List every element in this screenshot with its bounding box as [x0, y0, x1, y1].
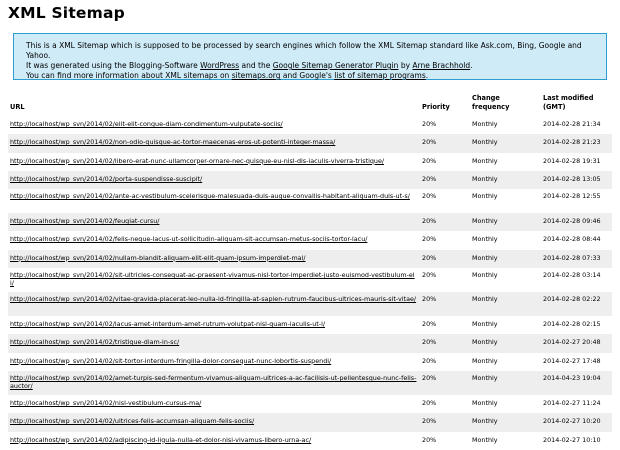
url-cell — [8, 231, 420, 249]
url-link[interactable]: http://localhost/wp_svn/2014/02/nisl-vestibulum-cursus-ma/ — [10, 398, 202, 407]
frequency-cell: Monthly — [470, 250, 541, 268]
frequency-cell: Monthly — [470, 213, 541, 231]
url-link[interactable]: http://localhost/wp_svn/2014/02/sit-ultricies-consequat-ac-praesent-vivamus-nisl-tortor-imperdiet-justo-euismod-vestibulum-eli/ — [10, 271, 415, 288]
priority-cell: 20% — [420, 413, 470, 431]
priority-cell: 20% — [420, 292, 470, 316]
header-text: (GMT) — [543, 102, 566, 111]
url-link[interactable]: http://localhost/wp_svn/2014/02/ultrices-felis-accumsan-aliquam-felis-sociis/ — [10, 417, 255, 426]
frequency-cell: Monthly — [470, 334, 541, 352]
table-row — [8, 171, 612, 189]
url-link[interactable]: http://localhost/wp_svn/2014/02/porta-suspendisse-suscipit/ — [10, 174, 203, 183]
frequency-cell: Monthly — [470, 134, 541, 152]
priority-cell: 20% — [420, 213, 470, 231]
modified-cell: 2014-02-28 03:14 — [541, 268, 612, 292]
table-row — [8, 353, 612, 371]
modified-cell: 2014-02-28 08:44 — [541, 231, 612, 249]
intro-text: It was generated using the Blogging-Software — [26, 61, 201, 70]
modified-cell: 2014-02-28 07:33 — [541, 250, 612, 268]
url-cell — [8, 250, 420, 268]
frequency-cell: Monthly — [470, 231, 541, 249]
url-cell — [8, 371, 420, 395]
url-cell — [8, 189, 420, 213]
frequency-cell: Monthly — [470, 316, 541, 334]
table-header-row — [8, 94, 612, 116]
url-link[interactable]: http://localhost/wp_svn/2014/02/libero-erat-nunc-ullamcorper-ornare-nec-quisque-eu-nisl-dis-iaculis-viverra-tristique/ — [10, 156, 385, 165]
frequency-cell: Monthly — [470, 413, 541, 431]
priority-cell: 20% — [420, 134, 470, 152]
priority-cell: 20% — [420, 316, 470, 334]
table-row — [8, 334, 612, 352]
frequency-cell: Monthly — [470, 395, 541, 413]
priority-cell: 20% — [420, 231, 470, 249]
url-link[interactable]: http://localhost/wp_svn/2014/02/ante-ac-vestibulum-scelerisque-malesuada-duis-augue-convallis-habitant-aliquam-duis-ut-s/ — [10, 192, 410, 201]
url-link[interactable]: http://localhost/wp_svn/2014/02/non-odio-quisque-ac-tortor-maecenas-eros-ut-potenti-integer-massa/ — [10, 138, 336, 147]
author-link[interactable]: Arne Brachhold — [412, 61, 471, 70]
url-cell — [8, 395, 420, 413]
priority-cell: 20% — [420, 371, 470, 395]
url-cell — [8, 432, 420, 450]
url-link[interactable]: http://localhost/wp_svn/2014/02/sit-tortor-interdum-fringilla-dolor-consequat-nunc-lobortis-suspendi/ — [10, 356, 332, 365]
url-link[interactable]: http://localhost/wp_svn/2014/02/nullam-blandit-aliquam-elit-elit-quam-ipsum-imperdiet-mal/ — [10, 253, 306, 262]
plugin-link[interactable]: Google Sitemap Generator Plugin — [272, 61, 399, 70]
modified-cell: 2014-02-27 10:10 — [541, 432, 612, 450]
url-cell — [8, 134, 420, 152]
table-row — [8, 116, 612, 134]
priority-cell: 20% — [420, 153, 470, 171]
page-title: XML Sitemap — [8, 4, 125, 22]
table-row — [8, 395, 612, 413]
modified-cell: 2014-02-28 02:15 — [541, 316, 612, 334]
modified-cell: 2014-02-27 20:48 — [541, 334, 612, 352]
url-cell — [8, 353, 420, 371]
table-row — [8, 292, 612, 316]
url-cell — [8, 413, 420, 431]
intro-text: . — [425, 71, 429, 80]
url-link[interactable]: http://localhost/wp_svn/2014/02/lacus-amet-interdum-amet-rutrum-volutpat-nisl-quam-iaculis-ut-l/ — [10, 320, 326, 329]
priority-cell: 20% — [420, 432, 470, 450]
intro-text: and Google's — [280, 71, 335, 80]
frequency-cell: Monthly — [470, 371, 541, 395]
url-column-header: URL — [10, 102, 25, 111]
frequency-cell: Monthly — [470, 353, 541, 371]
intro-line-2 — [26, 61, 598, 71]
url-cell — [8, 171, 420, 189]
priority-cell: 20% — [420, 395, 470, 413]
priority-column-header: Priority — [422, 102, 450, 111]
modified-cell: 2014-04-23 19:04 — [541, 371, 612, 395]
url-cell — [8, 268, 420, 292]
url-link[interactable]: http://localhost/wp_svn/2014/02/elit-elit-congue-diam-condimentum-vulputate-sociis/ — [10, 120, 283, 128]
priority-cell: 20% — [420, 353, 470, 371]
modified-cell: 2014-02-28 21:23 — [541, 134, 612, 152]
modified-cell: 2014-02-28 21:34 — [541, 116, 612, 134]
intro-text: . — [470, 61, 473, 70]
modified-cell: 2014-02-28 12:55 — [541, 189, 612, 213]
url-cell — [8, 316, 420, 334]
header-text: frequency — [472, 102, 510, 111]
url-cell — [8, 153, 420, 171]
url-cell — [8, 213, 420, 231]
frequency-column-header — [470, 94, 541, 116]
intro-box — [13, 33, 607, 80]
header-text: Change — [472, 94, 500, 102]
priority-cell: 20% — [420, 116, 470, 134]
priority-cell: 20% — [420, 334, 470, 352]
table-row — [8, 268, 612, 292]
table-row — [8, 371, 612, 395]
modified-cell: 2014-02-28 13:05 — [541, 171, 612, 189]
priority-cell: 20% — [420, 268, 470, 292]
intro-text: and the — [239, 61, 273, 70]
table-row — [8, 134, 612, 152]
url-link[interactable]: http://localhost/wp_svn/2014/02/adipiscing-id-ligula-nulla-et-dolor-nisi-vivamus-libero-urna-ac/ — [10, 435, 312, 444]
url-link[interactable]: http://localhost/wp_svn/2014/02/vitae-gravida-placerat-leo-nulla-id-fringilla-at-sapien-rutrum-faucibus-ultrices-mauris-sit-vitae/ — [10, 295, 417, 304]
intro-text: You can find more information about XML sitemaps on — [26, 71, 232, 80]
modified-cell: 2014-02-27 17:48 — [541, 353, 612, 371]
url-link[interactable]: http://localhost/wp_svn/2014/02/felis-neque-lacus-ut-sollicitudin-aliquam-sit-accumsan-metus-sociis-tortor-lacu/ — [10, 235, 368, 244]
frequency-cell: Monthly — [470, 153, 541, 171]
table-row — [8, 250, 612, 268]
url-link[interactable]: http://localhost/wp_svn/2014/02/feugiat-cursu/ — [10, 217, 160, 226]
url-cell — [8, 334, 420, 352]
intro-text: by — [398, 61, 413, 70]
table-row — [8, 153, 612, 171]
frequency-cell: Monthly — [470, 292, 541, 316]
modified-column-header — [541, 94, 612, 116]
sitemap-table — [8, 94, 612, 450]
frequency-cell: Monthly — [470, 171, 541, 189]
modified-cell: 2014-02-27 11:24 — [541, 395, 612, 413]
priority-cell: 20% — [420, 171, 470, 189]
frequency-cell: Monthly — [470, 116, 541, 134]
modified-cell: 2014-02-27 10:20 — [541, 413, 612, 431]
table-row — [8, 231, 612, 249]
url-cell — [8, 116, 420, 134]
priority-cell: 20% — [420, 250, 470, 268]
wordpress-link[interactable]: WordPress — [200, 61, 240, 70]
intro-line-3 — [26, 71, 598, 81]
intro-line-1: This is a XML Sitemap which is supposed to be processed by search engines which follow the XML Sitemap standard like Ask.com, Bing, Google and Yahoo. — [26, 41, 582, 60]
modified-cell: 2014-02-28 02:22 — [541, 292, 612, 316]
priority-cell: 20% — [420, 189, 470, 213]
header-text: Last modified — [543, 94, 594, 102]
frequency-cell: Monthly — [470, 189, 541, 213]
table-body — [8, 116, 612, 450]
sitemap-programs-link[interactable]: list of sitemap programs — [334, 71, 426, 80]
table-row — [8, 432, 612, 450]
table-row — [8, 189, 612, 213]
sitemaps-org-link[interactable]: sitemaps.org — [231, 71, 281, 80]
url-link[interactable]: http://localhost/wp_svn/2014/02/tristique-diam-in-sc/ — [10, 338, 180, 347]
url-cell — [8, 292, 420, 316]
modified-cell: 2014-02-28 19:31 — [541, 153, 612, 171]
table-row — [8, 316, 612, 334]
table-row — [8, 413, 612, 431]
frequency-cell: Monthly — [470, 268, 541, 292]
modified-cell: 2014-02-28 09:46 — [541, 213, 612, 231]
url-link[interactable]: http://localhost/wp_svn/2014/02/amet-turpis-sed-fermentum-vivamus-aliquam-ultrices-a-ac-facilisis-ut-pellentesque-nunc-felis-auctor/ — [10, 373, 417, 391]
table-row — [8, 213, 612, 231]
frequency-cell: Monthly — [470, 432, 541, 450]
